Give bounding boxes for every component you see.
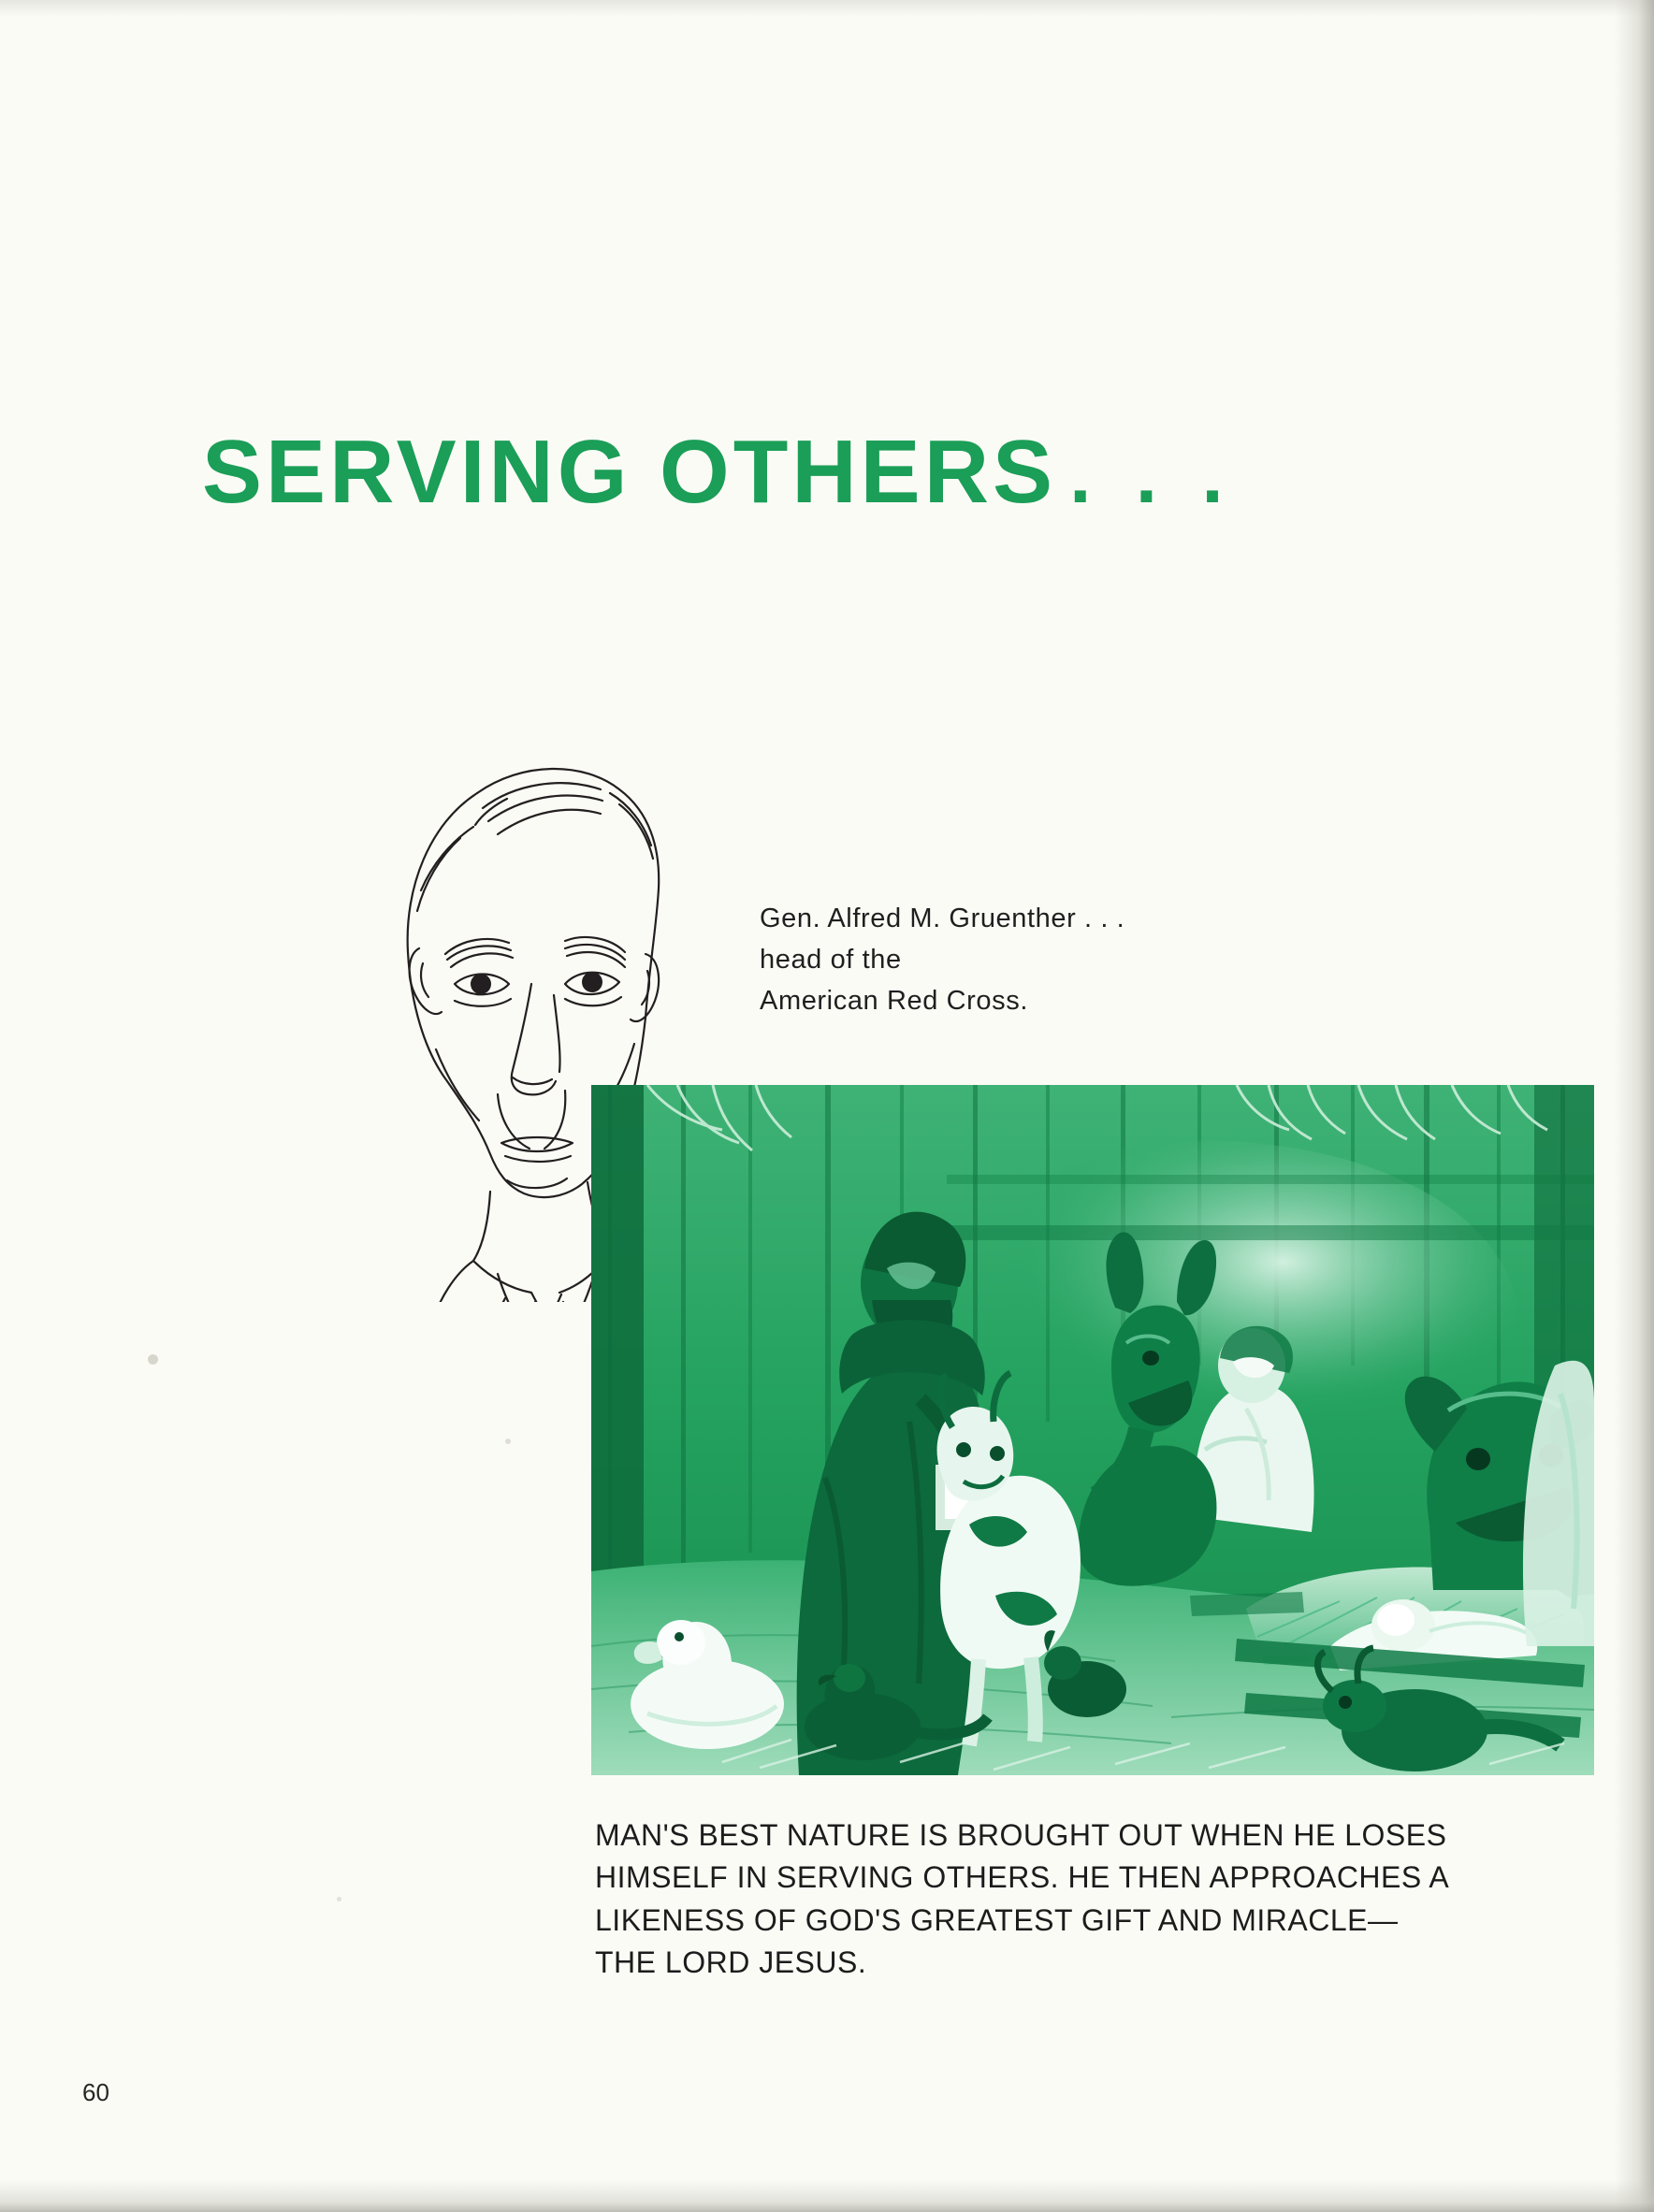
paper-edge-top (0, 0, 1654, 17)
paper-edge-bottom (0, 2180, 1654, 2212)
portrait-caption-line-1: Gen. Alfred M. Gruenther . . . (760, 904, 1125, 933)
paper-edge-right (1615, 0, 1654, 2212)
photo-caption-line-3: LIKENESS OF GOD'S GREATEST GIFT AND MIRACLE— (595, 1902, 1399, 1937)
portrait-caption-line-2: head of the (760, 945, 902, 976)
photo-caption-line-4: THE LORD JESUS. (595, 1945, 867, 1980)
paper-speck (148, 1354, 158, 1365)
page-title-ellipsis: . . . (1069, 431, 1235, 519)
paper-speck (505, 1439, 511, 1444)
page-title-text: SERVING OTHERS (202, 422, 1057, 522)
paper-speck (337, 1897, 341, 1901)
nativity-photo (591, 1085, 1594, 1775)
page-number: 60 (82, 2078, 109, 2106)
photo-caption-line-2: HIMSELF IN SERVING OTHERS. HE THEN APPROACHES A (595, 1860, 1450, 1895)
page-title (202, 421, 1235, 524)
photo-caption (595, 1814, 1559, 1985)
portrait-caption (760, 898, 1284, 1021)
photo-caption-line-1: MAN'S BEST NATURE IS BROUGHT OUT WHEN HE LOSES (595, 1818, 1447, 1852)
portrait-caption-line-3: American Red Cross. (760, 986, 1028, 1017)
